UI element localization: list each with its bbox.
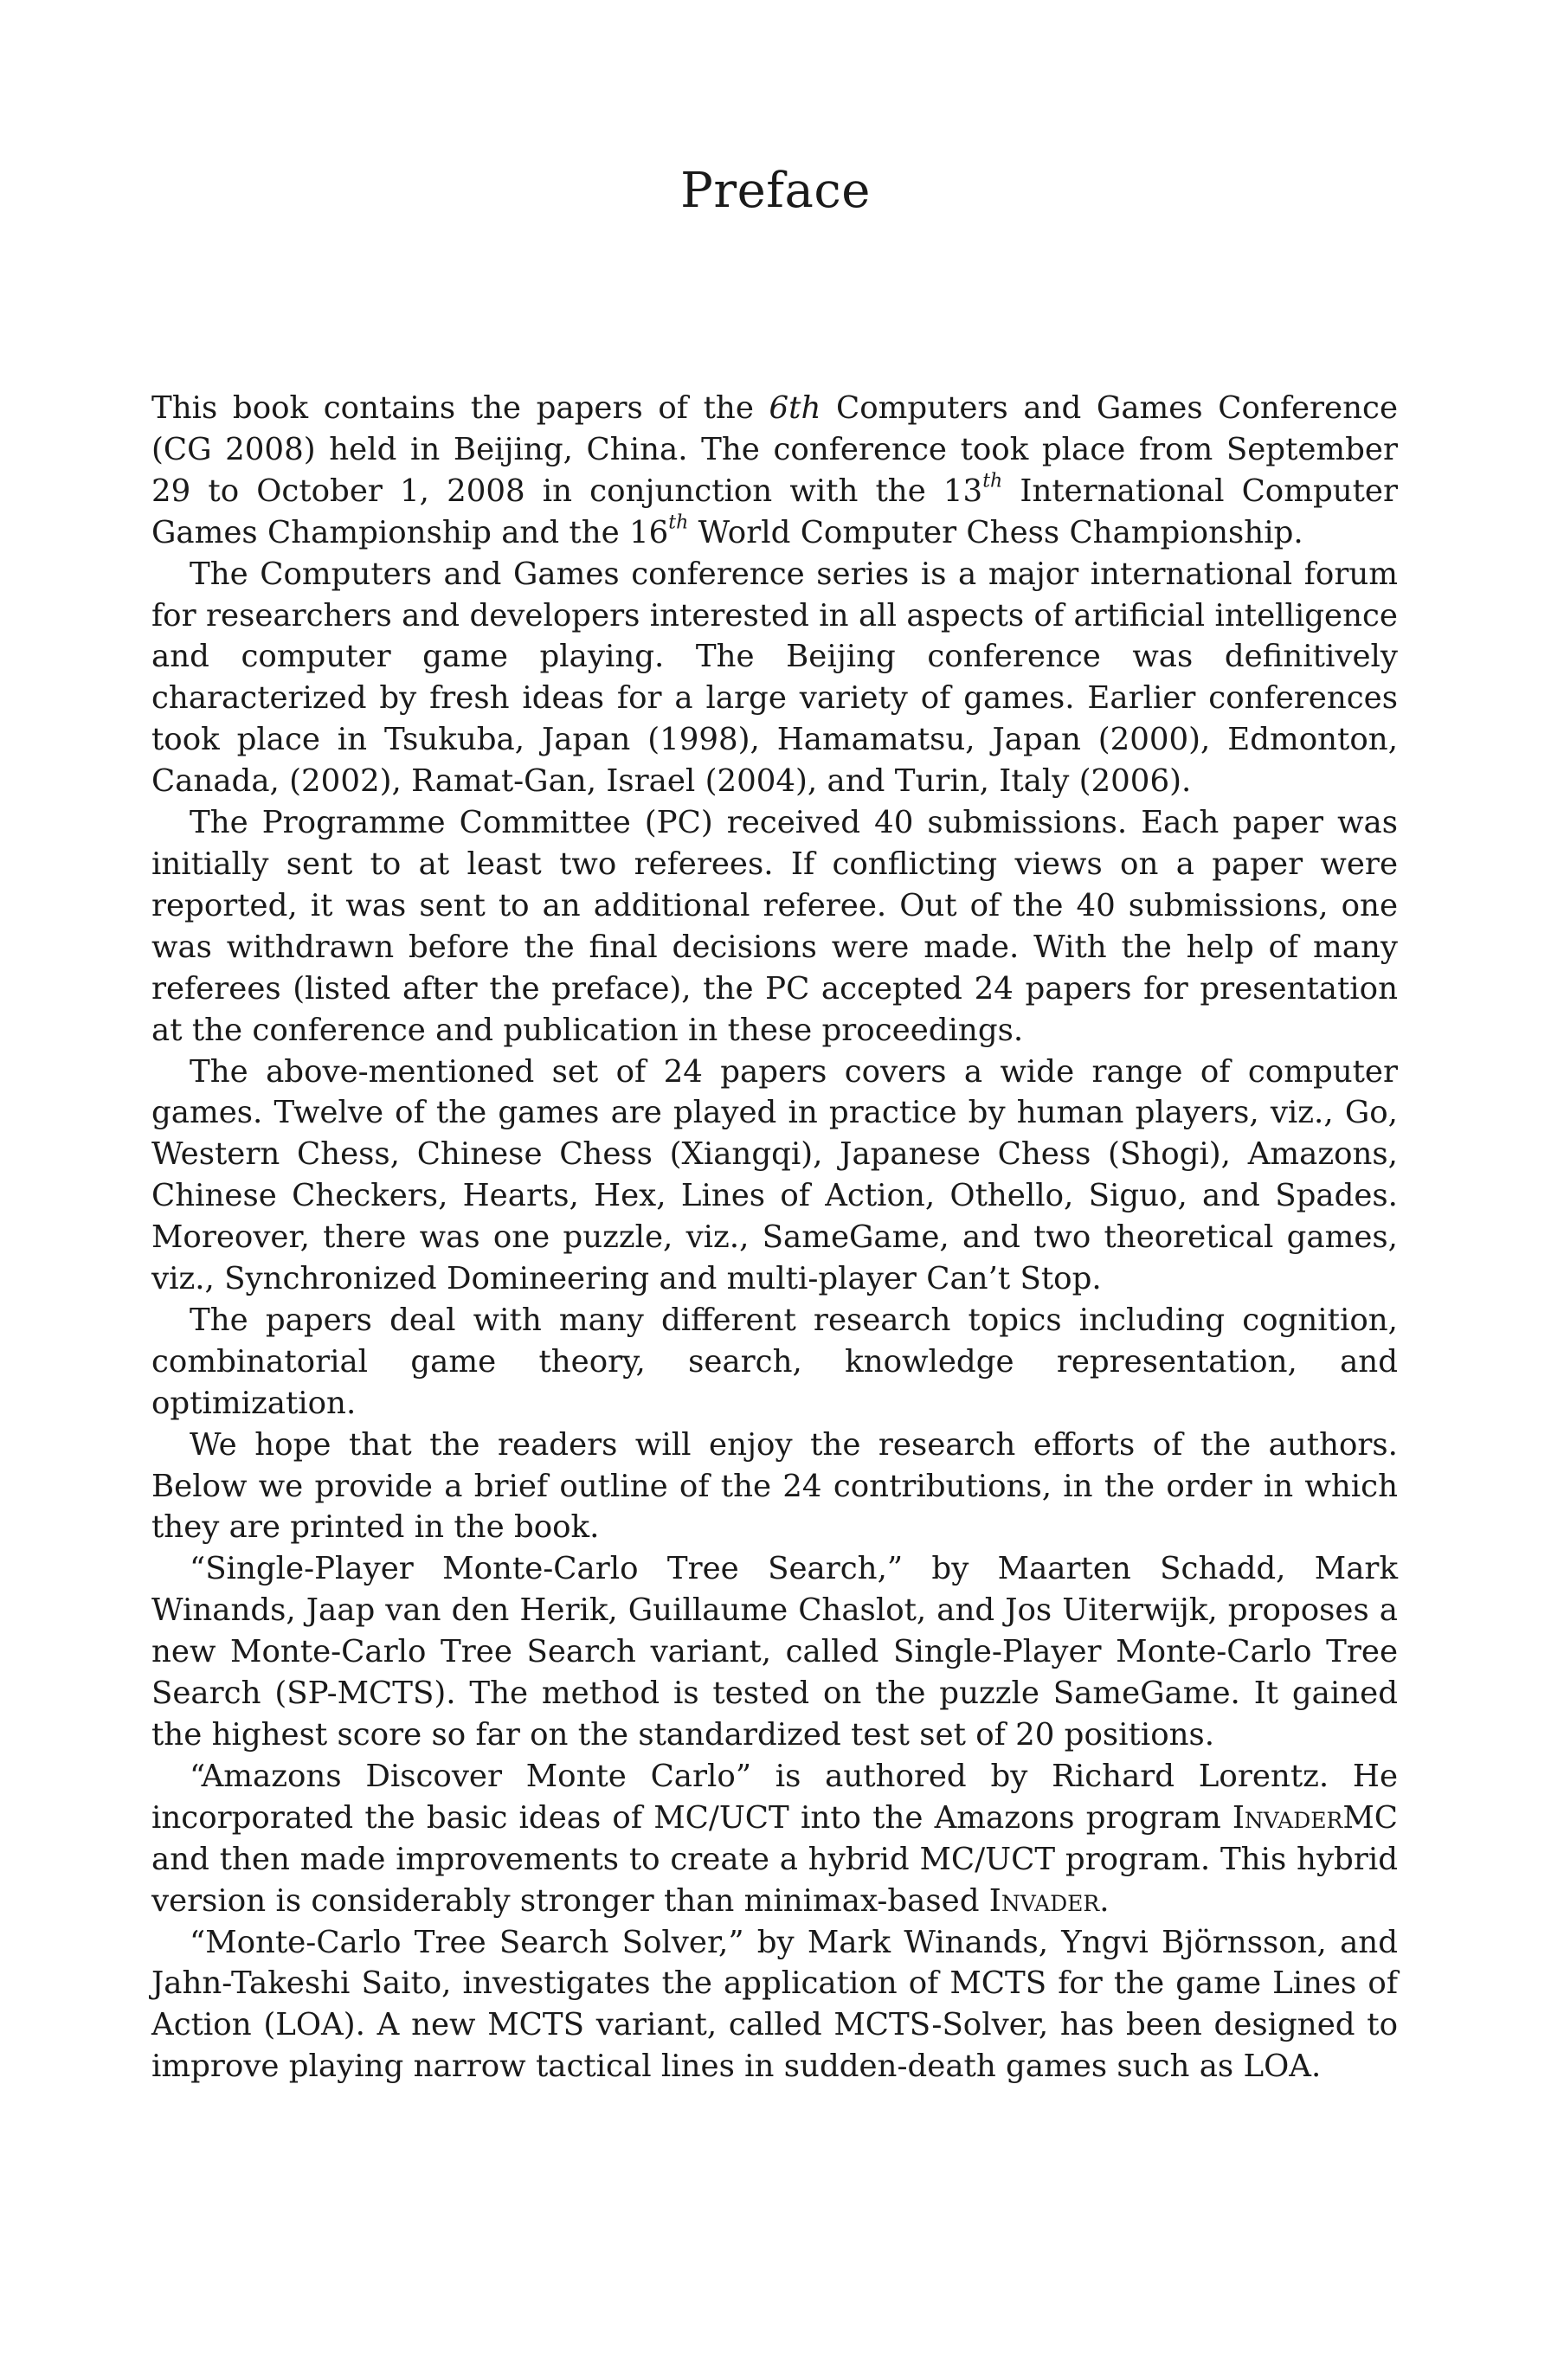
paragraph-games: The above-mentioned set of 24 papers covers a wide range of computer games. Twelve of the games are played in practice by human players, viz., Go, Western Chess, Chinese Chess (Xiangqi), Japanese Chess (Shogi), Amazons, Chinese Checkers, Hearts, Hex, Lines of Action, Othello, Siguo, and Spades. Moreover, there was one puzzle, viz., SameGame, and two theoretical games, viz., Synchronized Domineering and multi-player Can’t Stop. <box>151 1053 1398 1297</box>
paragraph-committee: The Programme Committee (PC) received 40 submissions. Each paper was initially sent to at least two referees. If conflicting views on a paper were reported, it was sent to an additional referee. Out of the 40 submissions, one was withdrawn before the final decisions were made. With the help of many referees (listed after the preface), the PC accepted 24 papers for presentation at the conference and publication in these proceedings. <box>151 805 1398 1048</box>
amazons-text-1: “Amazons Discover Monte Carlo” is authored by Richard Lorentz. He incorporated the basic ideas of MC/UCT into the Amazons program <box>151 1758 1398 1836</box>
intro-superscript-2: th <box>668 511 689 534</box>
intro-superscript-1: th <box>982 470 1003 492</box>
paragraph-mcts-solver: “Monte-Carlo Tree Search Solver,” by Mark Winands, Yngvi Björnsson, and Jahn-Takeshi Saito, investigates the application of MCTS for the game Lines of Action (LOA). A new MCTS variant, called MCTS-Solver, has been designed to improve playing narrow tactical lines in sudden-death games such as LOA. <box>151 1924 1398 2085</box>
intro-text-2: Computers and Games Conference (CG 2008) held in Beijing, China. The conference took place from September 29 to October 1, 2008 in conjunction with the 13 <box>151 390 1398 509</box>
paragraph-sp-mcts: “Single-Player Monte-Carlo Tree Search,” by Maarten Schadd, Mark Winands, Jaap van den Herik, Guillaume Chaslot, and Jos Uiterwijk, proposes a new Monte-Carlo Tree Search variant, called Single-Player Monte-Carlo Tree Search (SP-MCTS). The method is tested on the puzzle SameGame. It gained the highest score so far on the standardized test set of 20 positions. <box>151 1551 1398 1753</box>
amazons-text-3: . <box>1099 1882 1110 1919</box>
paragraph-amazons <box>151 1756 1398 1922</box>
amazons-text-2: MC and then made improvements to create a hybrid MC/UCT program. This hybrid version is considerably stronger than minimax-based <box>151 1799 1398 1919</box>
page-title: Preface <box>680 163 871 219</box>
program-name-1: Invader <box>1232 1799 1343 1836</box>
program-name-2: Invader <box>988 1882 1100 1919</box>
paragraph-outline: We hope that the readers will enjoy the research efforts of the authors. Below we provide a brief outline of the 24 contributions, in the order in which they are printed in the book. <box>151 1426 1398 1546</box>
paragraph-series: The Computers and Games conference series is a major international forum for researchers and developers interested in all aspects of artificial intelligence and computer game playing. The Beijing conference was definitively characterized by fresh ideas for a large variety of games. Earlier conferences took place in Tsukuba, Japan (1998), Hamamatsu, Japan (2000), Edmonton, Canada, (2002), Ramat-Gan, Israel (2004), and Turin, Italy (2006). <box>151 556 1398 800</box>
intro-text-3: International Computer Games Championship and the 16 <box>151 473 1398 550</box>
intro-edition: 6th <box>769 390 821 426</box>
intro-text-4: World Computer Chess Championship. <box>688 514 1303 550</box>
paragraph-topics: The papers deal with many different research topics including cognition, combinatorial game theory, search, knowledge representation, and optimization. <box>151 1302 1398 1421</box>
intro-text-1: This book contains the papers of the <box>151 390 769 426</box>
paragraph-intro <box>151 388 1398 554</box>
preface-body <box>151 388 1398 2087</box>
